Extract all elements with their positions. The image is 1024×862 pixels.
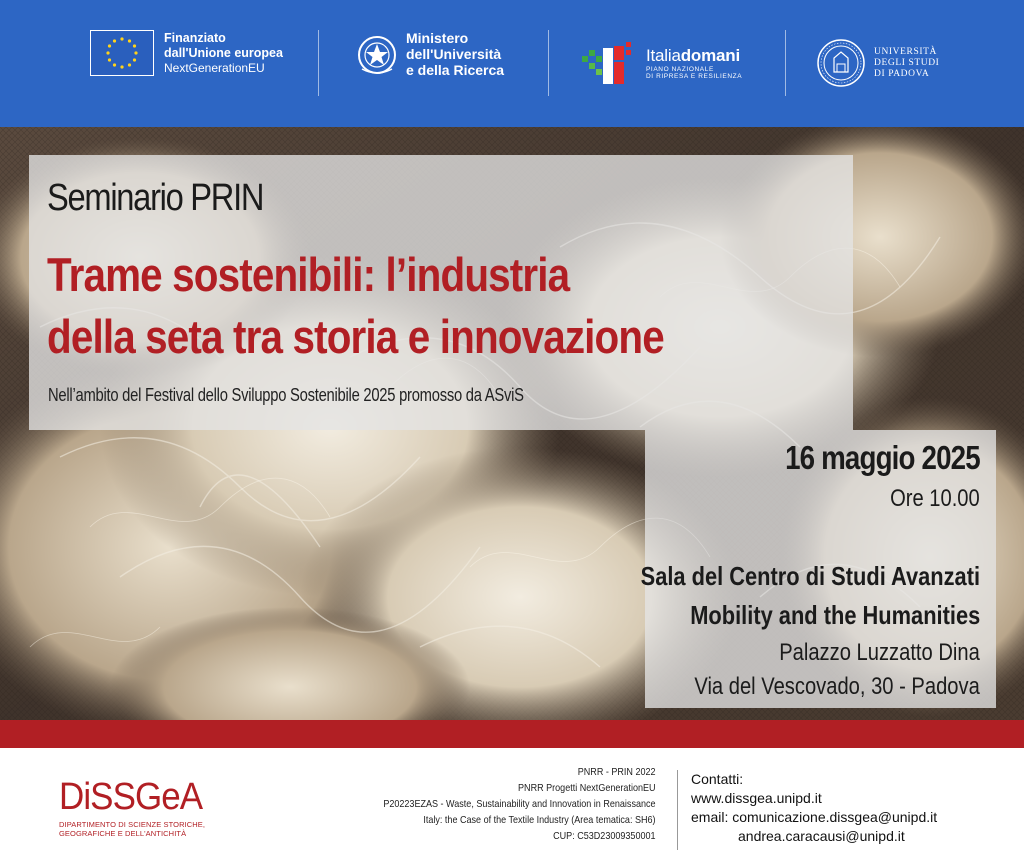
event-title-line2: della seta tra storia e innovazione	[47, 310, 664, 363]
contacts-email-link[interactable]: email: comunicazione.dissgea@unipd.it	[691, 809, 938, 825]
italiadomani-name-a: Italia	[646, 46, 681, 65]
italiadomani-sub1: PIANO NAZIONALE	[646, 66, 714, 73]
contacts-heading: Contatti:	[691, 771, 744, 787]
eu-logo	[90, 30, 283, 76]
project-line: Italy: the Case of the Textile Industry (Area tematica: SH6)	[423, 814, 656, 826]
venue-address: Via del Vescovado, 30 - Padova	[694, 673, 980, 700]
venue-line1: Sala del Centro di Studi Avanzati	[640, 561, 980, 591]
project-line: PNRR Progetti NextGenerationEU	[518, 782, 656, 794]
dissgea-dept-line1: DIPARTIMENTO DI SCIENZE STORICHE,	[59, 820, 206, 829]
ministero-line3: e della Ricerca	[406, 62, 505, 78]
ministero-line2: dell'Università	[406, 46, 502, 62]
event-kicker: Seminario PRIN	[47, 177, 264, 219]
unipd-logo	[816, 38, 939, 88]
unipd-line2: DEGLI STUDI	[874, 57, 940, 68]
project-line: P20223EZAS - Waste, Sustainability and Innovation in Renaissance	[383, 798, 656, 810]
ministero-logo	[356, 30, 504, 78]
dissgea-logo	[59, 778, 215, 838]
eu-line3: NextGenerationEU	[164, 60, 265, 75]
dissgea-wordmark: DiSSGeA	[59, 776, 203, 818]
contacts-website-link[interactable]: www.dissgea.unipd.it	[691, 790, 822, 806]
event-title-line1: Trame sostenibili: l’industria	[47, 248, 570, 301]
red-band	[0, 720, 1024, 748]
project-line: PNRR - PRIN 2022	[578, 766, 656, 778]
contacts-email-link-2[interactable]: andrea.caracausi@unipd.it	[738, 828, 905, 844]
italian-emblem-icon	[356, 31, 398, 77]
italiadomani-sub2: DI RIPRESA E RESILIENZA	[646, 73, 743, 80]
logo-divider	[785, 30, 786, 96]
event-subtitle: Nell’ambito del Festival dello Sviluppo Sostenibile 2025 promosso da ASviS	[48, 385, 524, 405]
project-line: CUP: C53D23009350001	[553, 830, 656, 842]
event-title	[47, 244, 804, 368]
unipd-line1: UNIVERSITÀ	[874, 46, 937, 57]
contacts-block	[691, 770, 937, 846]
footer-divider	[677, 770, 678, 850]
dissgea-dept-line2: GEOGRAFICHE E DELL'ANTICHITÀ	[59, 829, 187, 838]
italiadomani-logo	[580, 38, 742, 88]
eu-flag-icon	[90, 30, 154, 76]
venue-building: Palazzo Luzzatto Dina	[779, 639, 980, 666]
venue-line2: Mobility and the Humanities	[689, 600, 980, 630]
logo-divider	[548, 30, 549, 96]
italiadomani-name-b: domani	[680, 46, 740, 65]
unipd-seal-icon	[816, 38, 866, 88]
project-info	[384, 764, 656, 844]
logo-bar	[0, 0, 1024, 127]
eu-line2: dall'Unione europea	[164, 45, 283, 60]
event-time: Ore 10.00	[890, 485, 980, 512]
ministero-line1: Ministero	[406, 30, 469, 46]
italiadomani-mark-icon	[580, 38, 640, 88]
event-date: 16 maggio 2025	[785, 439, 980, 476]
unipd-line3: DI PADOVA	[874, 68, 930, 79]
eu-line1: Finanziato	[164, 30, 226, 45]
logo-divider	[318, 30, 319, 96]
